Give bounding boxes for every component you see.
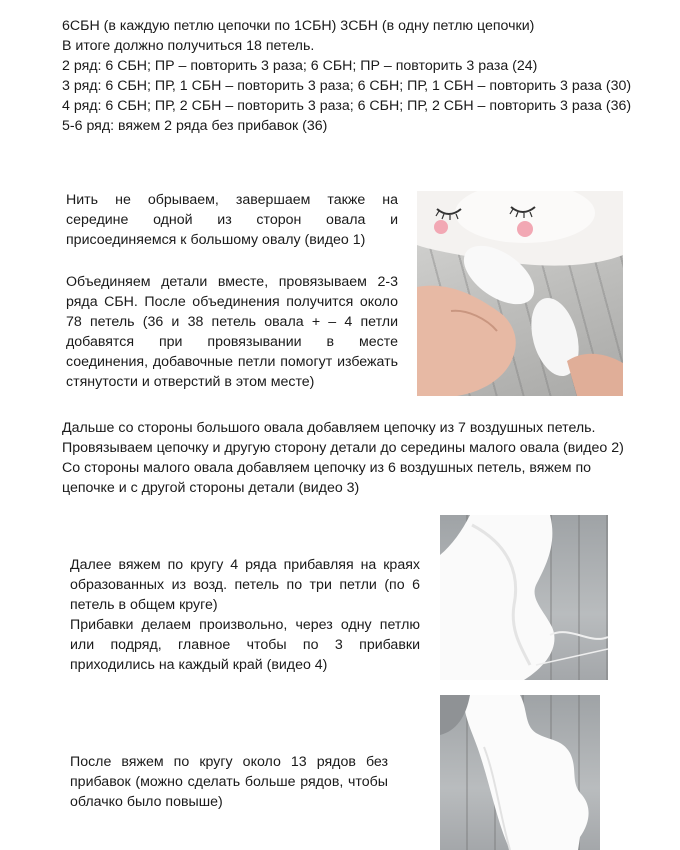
step-photo-1: [417, 191, 623, 396]
text-line: В итоге должно получиться 18 петель.: [62, 38, 315, 54]
step-text: Далее вяжем по кругу 4 ряда прибавляя на краях образованных из возд. петель по три петли (по 6 петель в общем круге): [70, 557, 420, 613]
text-line: 3 ряд: 6 СБН; ПР, 1 СБН – повторить 3 раза; 6 СБН; ПР, 1 СБН – повторить 3 раза (30): [62, 78, 632, 94]
text-paragraph: Со стороны малого овала добавляем цепочку из 6 воздушных петель, вяжем по цепочке и с другой стороны детали (видео 3): [62, 460, 592, 496]
step-text: После вяжем по кругу около 13 рядов без прибавок (можно сделать больше рядов, чтобы облачко было повыше): [70, 754, 388, 810]
step-text: Прибавки делаем произвольно, через одну петлю или подряд, главное чтобы по 3 прибавки приходились на каждый край (видео 4): [70, 617, 420, 673]
text-paragraph: Дальше со стороны большого овала добавляем цепочку из 7 воздушных петель. Провязываем цепочку и другую сторону детали до середины малого овала (видео 2): [62, 420, 624, 456]
step-photo-3: [440, 695, 600, 850]
step-text: Нить не обрываем, завершаем также на середине одной из сторон овала и присоединяемся к большому овалу (видео 1): [66, 192, 398, 248]
text-line: 4 ряд: 6 СБН; ПР, 2 СБН – повторить 3 раза; 6 СБН; ПР, 2 СБН – повторить 3 раза (36): [62, 98, 632, 114]
middle-text: [62, 418, 640, 498]
text-line: 6СБН (в каждую петлю цепочки по 1СБН) 3СБН (в одну петлю цепочки): [62, 18, 535, 34]
step-photo-2: [440, 515, 608, 680]
step-text: Объединяем детали вместе, провязываем 2-3 ряда СБН. После объединения получится около 78 петель (36 и 38 петель овала + – 4 петли добавятся при провязывании в месте соединения, добавочные петли помогут избежать стянутости и отверстий в этом месте): [66, 274, 398, 390]
text-line: 2 ряд: 6 СБН; ПР – повторить 3 раза; 6 СБН; ПР – повторить 3 раза (24): [62, 58, 538, 74]
text-line: 5-6 ряд: вяжем 2 ряда без прибавок (36): [62, 118, 328, 134]
pattern-rows: [62, 16, 642, 136]
